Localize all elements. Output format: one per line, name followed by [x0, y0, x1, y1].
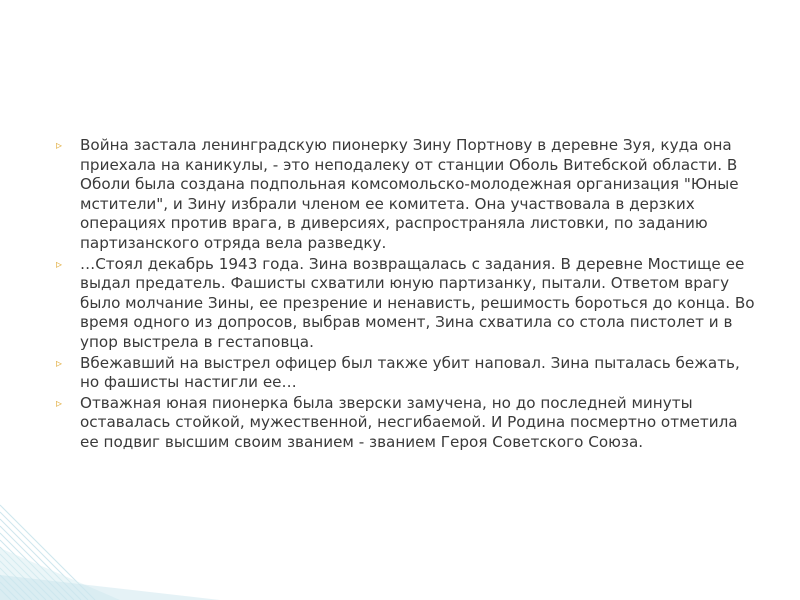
paragraph-text: Война застала ленинградскую пионерку Зину Портнову в деревне Зуя, куда она приехала на каникулы, - это неподалеку от станции Оболь Витебской области. В Оболи была создана подпольная комсомольско-молодежная организация "Юные мстители", и Зину избрали членом ее комитета. Она участвовала в дерзких операциях против врага, в диверсиях, распространяла листовки, по заданию партизанского отряда вела разведку. — [80, 136, 739, 252]
paragraph-text: Вбежавший на выстрел офицер был также убит наповал. Зина пыталась бежать, но фашисты настигли ее… — [80, 353, 740, 392]
bullet-list — [56, 136, 756, 454]
bullet-paragraph-2 — [56, 255, 756, 353]
hollow-triangle-bullet-icon: ▹ — [56, 395, 63, 410]
bullet-paragraph-1 — [56, 136, 756, 254]
paragraph-text: …Стоял декабрь 1943 года. Зина возвращалась с задания. В деревне Мостище ее выдал предатель. Фашисты схватили юную партизанку, пытали. Ответом врагу было молчание Зины, ее презрение и ненависть, решимость бороться до конца. Во время одного из допросов, выбрав момент, Зина схватила со стола пистолет и в упор выстрела в гестаповца. — [80, 254, 755, 351]
hollow-triangle-bullet-icon: ▹ — [56, 256, 63, 271]
paragraph-text: Отважная юная пионерка была зверски замучена, но до последней минуты оставалась стойкой, мужественной, несгибаемой. И Родина посмертно отметила ее подвиг высшим своим званием - званием Героя Советского Союза. — [80, 393, 738, 451]
bullet-paragraph-4 — [56, 394, 756, 453]
bullet-paragraph-3 — [56, 354, 756, 393]
hollow-triangle-bullet-icon: ▹ — [56, 355, 63, 370]
hollow-triangle-bullet-icon: ▹ — [56, 138, 63, 152]
